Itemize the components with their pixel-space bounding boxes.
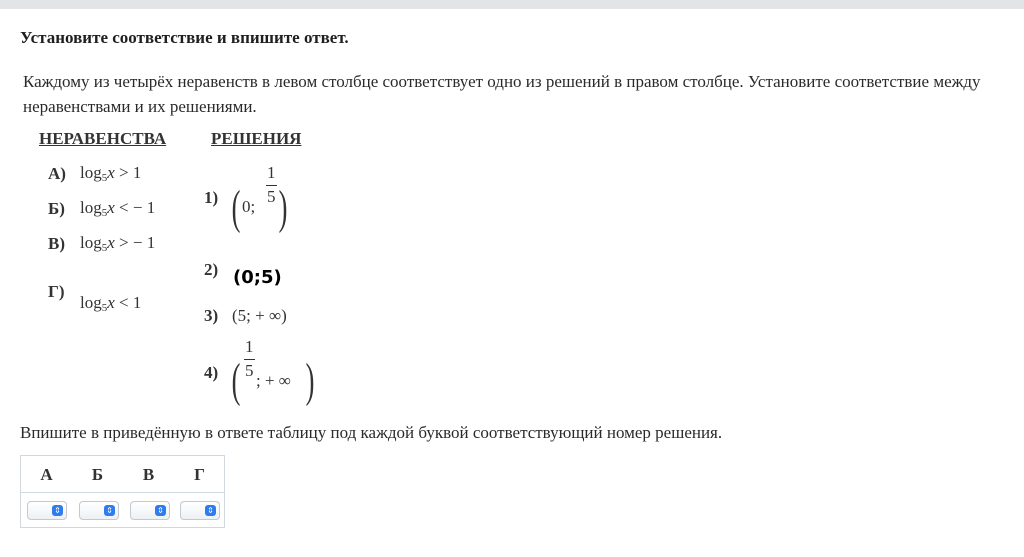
- solution-1-right-paren: ): [278, 181, 288, 234]
- task-intro: Каждому из четырёх неравенств в левом столбце соответствует одно из решений в правом столбце. Установите соответствие между неравенствами и их решениями.: [23, 72, 981, 116]
- task-heading: Установите соответствие и впишите ответ.: [20, 28, 349, 47]
- solutions-column-title: РЕШЕНИЯ: [211, 129, 302, 148]
- inequalities-column-title: НЕРАВЕНСТВА: [39, 129, 167, 148]
- answer-instruction: Впишите в приведённую в ответе таблицу под каждой буквой соответствующий номер решения.: [20, 423, 723, 442]
- solution-4-right-paren: ): [305, 354, 315, 407]
- solution-4-fraction-denominator: 5: [245, 361, 254, 380]
- solution-1-fraction-bar: [266, 185, 277, 186]
- inequality-g: $\log_5x < 1$: [80, 293, 142, 314]
- answer-select-a[interactable]: [27, 501, 67, 520]
- inequality-letter-v: В): [48, 234, 65, 253]
- inequality-v: $\log_5x$ > − 1: [80, 233, 156, 254]
- inequality-letter-g: Г): [48, 282, 65, 301]
- solution-1-fraction-denominator: 5: [267, 187, 276, 206]
- solution-2-value: (0;5): [233, 267, 282, 288]
- solution-3-value: (5; + ∞): [232, 306, 287, 325]
- answer-table: [20, 455, 225, 528]
- solution-1-fraction-numerator: 1: [267, 163, 276, 182]
- answer-header-v: В: [142, 465, 155, 484]
- select-arrows-icon: ⇕: [155, 505, 166, 516]
- solution-4-end: ; + ∞: [256, 371, 291, 390]
- solution-4-fraction-numerator: 1: [245, 337, 254, 356]
- inequality-letter-b: Б): [48, 199, 65, 218]
- answer-table-header-row: [21, 456, 224, 493]
- inequality-b: $\log_5x$ < − 1: [80, 198, 156, 219]
- answer-header-a: А: [40, 465, 53, 484]
- answer-select-g[interactable]: [180, 501, 220, 520]
- solution-1-left-paren: (: [231, 181, 241, 234]
- select-arrows-icon: ⇕: [205, 505, 216, 516]
- inequality-a: $\log_5x > 1$: [80, 163, 142, 184]
- answer-header-g: Г: [194, 465, 205, 484]
- solution-4-left-paren: (: [231, 354, 241, 407]
- answer-select-b[interactable]: [79, 501, 119, 520]
- solution-number-4: 4): [204, 363, 219, 382]
- solution-1-start: 0;: [242, 197, 256, 216]
- select-arrows-icon: ⇕: [104, 505, 115, 516]
- solution-4-fraction-bar: [244, 359, 255, 360]
- solution-number-3: 3): [204, 306, 219, 325]
- solution-number-1: 1): [204, 188, 219, 207]
- inequality-letter-a: А): [48, 164, 66, 183]
- select-arrows-icon: ⇕: [52, 505, 63, 516]
- answer-header-b: Б: [91, 465, 104, 484]
- top-bar: [0, 0, 1024, 9]
- solution-number-2: 2): [204, 260, 219, 279]
- answer-select-v[interactable]: [130, 501, 170, 520]
